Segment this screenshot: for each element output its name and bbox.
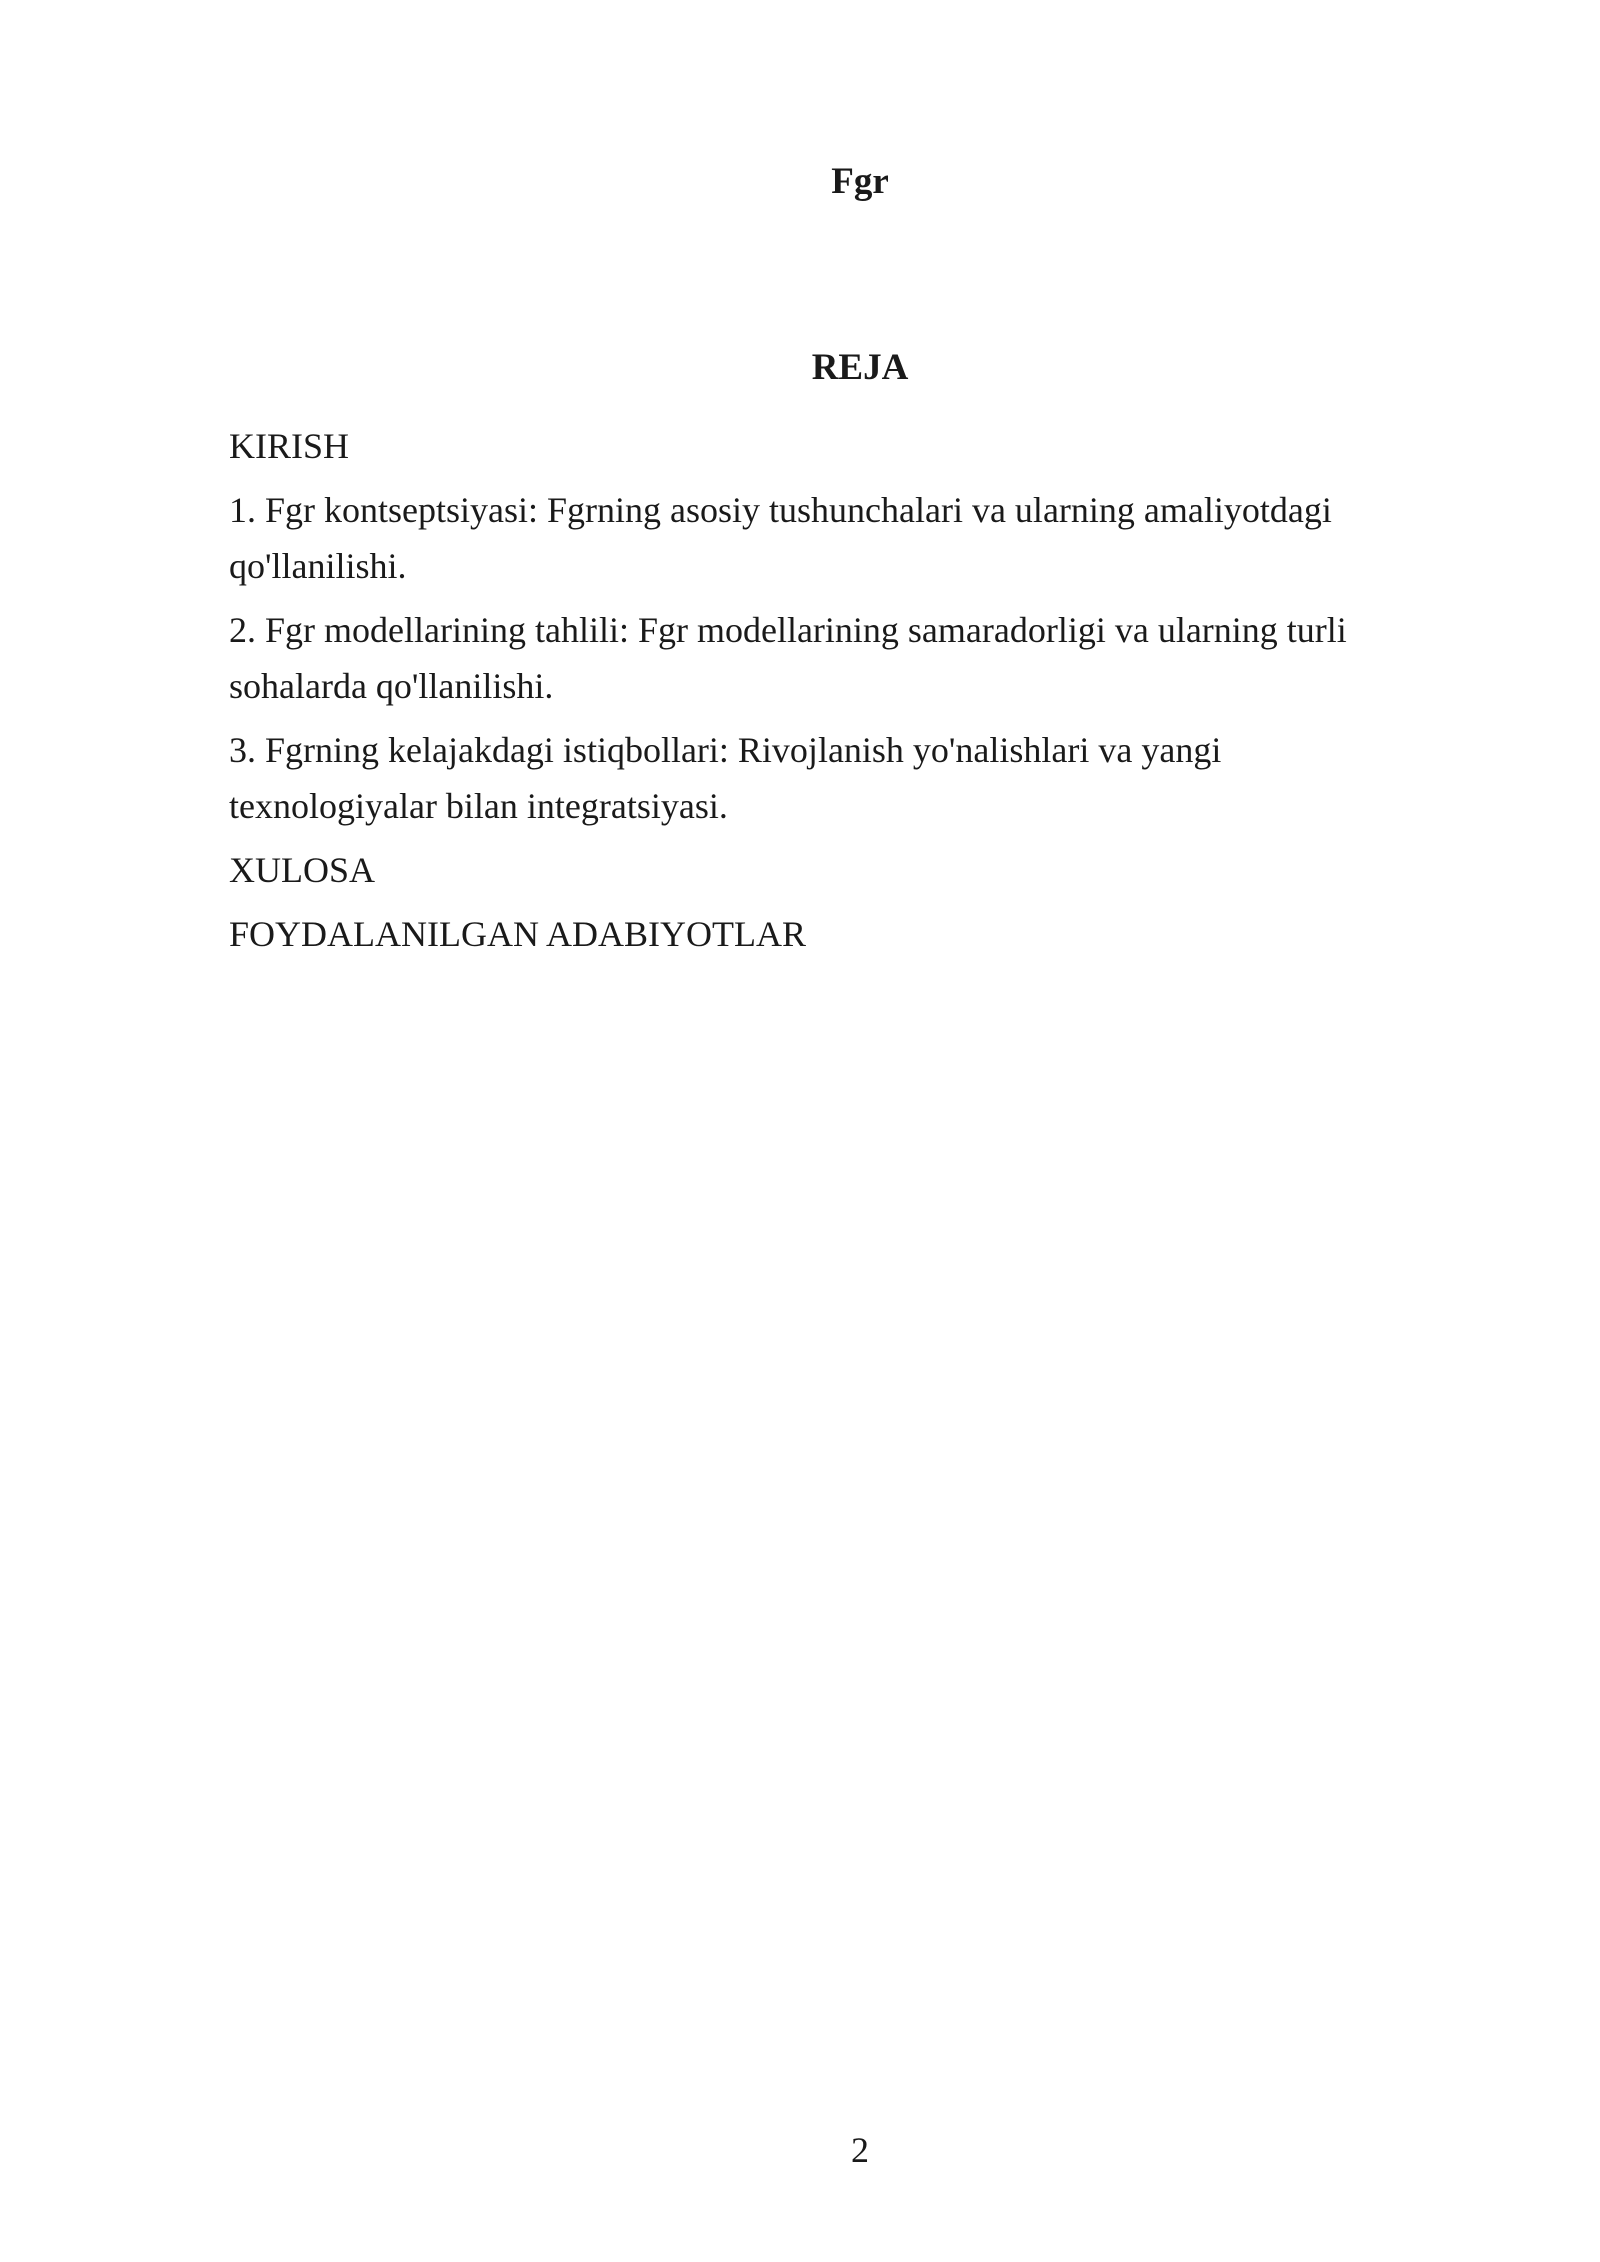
plan-item-1: 1. Fgr kontseptsiyasi: Fgrning asosiy tushunchalari va ularning amaliyotdagi qo'llanilishi. [229,490,1332,586]
plan-item-xulosa: XULOSA [229,850,376,890]
plan-item-3: 3. Fgrning kelajakdagi istiqbollari: Rivojlanish yo'nalishlari va yangi texnologiyalar bilan integratsiyasi. [229,730,1222,826]
plan-heading: REJA [811,347,909,388]
plan-item-2: 2. Fgr modellarining tahlili: Fgr modellarining samaradorligi va ularning turli sohalarda qo'llanilishi. [229,610,1347,706]
plan-item-references: FOYDALANILGAN ADABIYOTLAR [229,914,806,954]
page-number: 2 [851,2130,869,2170]
document-title: Fgr [831,161,889,202]
plan-item-kirish: KIRISH [229,426,350,466]
plan-list [229,418,1409,970]
